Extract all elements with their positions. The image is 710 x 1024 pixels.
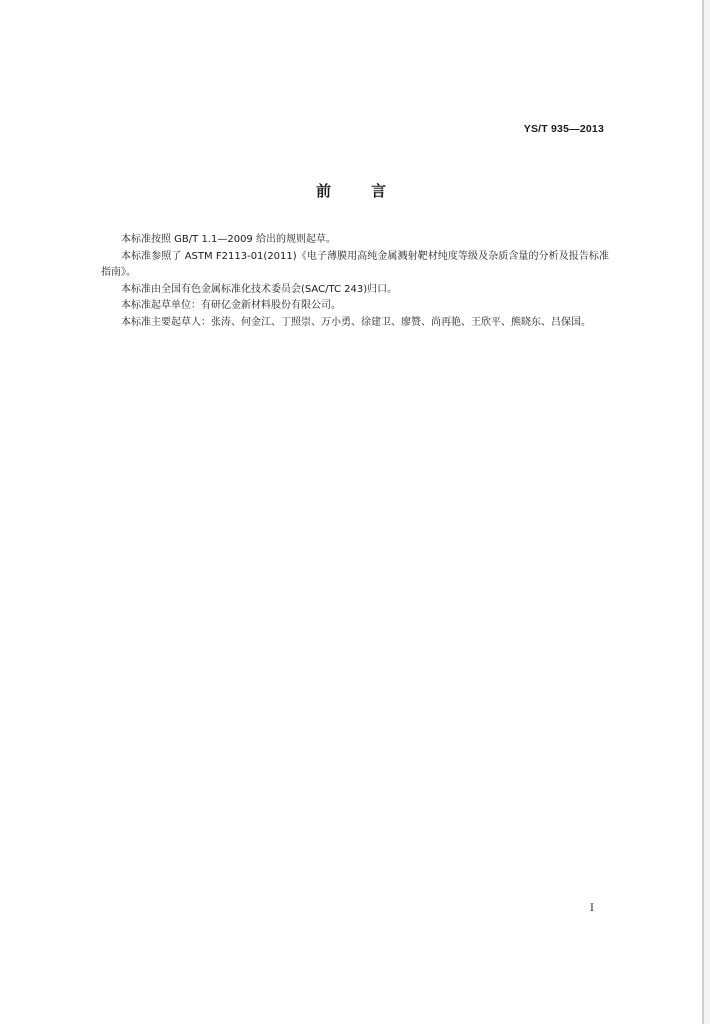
- foreword-title: [0, 180, 702, 201]
- paragraph-drafting-organization: 本标准起草单位：有研亿金新材料股份有限公司。: [121, 300, 341, 311]
- standard-number: YS/T 935—2013: [523, 123, 604, 135]
- paragraph-drafting-rules: 本标准按照 GB/T 1.1—2009 给出的规则起草。: [121, 234, 336, 245]
- foreword-title-char-1: 前: [315, 182, 331, 200]
- paragraph-reference-standard: 本标准参照了 ASTM F2113-01(2011)《电子薄膜用高纯金属溅射靶材纯度等级及杂质含量的分析及报告标准指南》。: [101, 250, 609, 278]
- page-number: I: [590, 903, 594, 914]
- paragraph-drafters: 本标准主要起草人：张涛、何金江、丁照崇、万小勇、徐建卫、廖赞、尚再艳、王欣平、熊晓东、吕保国。: [121, 316, 591, 328]
- paragraph-technical-committee: 本标准由全国有色金属标准化技术委员会(SAC/TC 243)归口。: [121, 283, 398, 295]
- foreword-body: [101, 232, 609, 331]
- foreword-title-char-2: 言: [371, 182, 387, 200]
- page-edge-shadow: [704, 0, 710, 1024]
